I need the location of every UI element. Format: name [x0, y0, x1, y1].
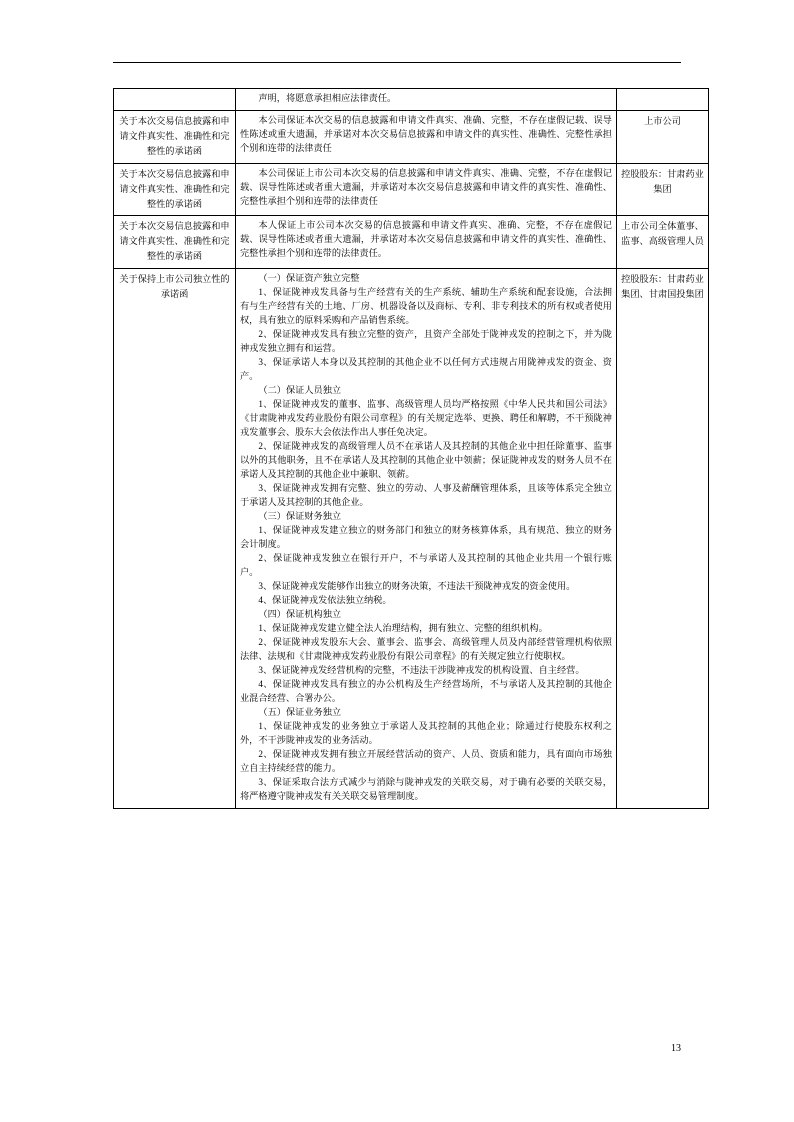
row-body-cell — [236, 216, 617, 269]
body-paragraph: 3、保证陇神戎发能够作出独立的财务决策，不违法干预陇神戎发的资金使用。 — [258, 580, 576, 591]
row-party-label: 上市公司全体董事、监事、高级管理人员 — [621, 221, 704, 247]
table-row — [114, 269, 709, 808]
row-body-cell — [236, 89, 617, 111]
body-paragraph: 1、保证陇神戎发的董事、监事、高级管理人员均严格按照《中华人民共和国公司法》《甘肃陇神戎发药业股份有限公司章程》的有关规定选举、更换、聘任和解聘，不干预陇神戎发董事会、股东大会依法作出人事任免决定。 — [240, 399, 612, 437]
row-item-label: 关于本次交易信息披露和申请文件真实性、准确性和完整性的承诺函 — [119, 221, 230, 262]
row-party-label: 上市公司 — [644, 115, 681, 126]
body-paragraph: 2、保证陇神戎发拥有独立开展经营活动的资产、人员、资质和能力，具有面向市场独立自主持续经营的能力。 — [240, 748, 612, 773]
body-paragraph: 1、保证陇神戎发建立独立的财务部门和独立的财务核算体系，具有规范、独立的财务会计制度。 — [240, 524, 612, 549]
body-paragraph: 4、保证陇神戎发具有独立的办公机构及生产经营场所，不与承诺人及其控制的其他企业混合经营、合署办公。 — [240, 678, 612, 703]
table-row — [114, 110, 709, 163]
row-item-cell — [114, 89, 236, 111]
row-body-cell — [236, 110, 617, 163]
row-body-cell — [236, 269, 617, 808]
row-item-label: 关于本次交易信息披露和申请文件真实性、准确性和完整性的承诺函 — [119, 115, 230, 156]
body-paragraph: 2、保证陇神戎发独立在银行开户，不与承诺人及其控制的其他企业共用一个银行账户。 — [240, 552, 612, 577]
body-paragraph: 2、保证陇神戎发的高级管理人员不在承诺人及其控制的其他企业中担任除董事、监事以外的其他职务，且不在承诺人及其控制的其他企业中领薪；保证陇神戎发的财务人员不在承诺人及其控制的其他企业中兼职、领薪。 — [240, 440, 612, 479]
table-row — [114, 89, 709, 111]
body-paragraph: 本公司保证本次交易的信息披露和申请文件真实、准确、完整，不存在虚假记载、误导性陈述或重大遗漏，并承诺对本次交易信息披露和申请文件的真实性、准确性、完整性承担个别和连带的法律责任 — [240, 114, 612, 153]
header-rule — [113, 62, 681, 63]
body-paragraph: 本公司保证上市公司本次交易的信息披露和申请文件真实、准确、完整，不存在虚假记载、误导性陈述或者重大遗漏，并承诺对本次交易信息披露和申请文件的真实性、准确性、完整性承担个别和连带的法律责任 — [240, 167, 612, 206]
row-item-label: 关于保持上市公司独立性的承诺函 — [119, 274, 230, 300]
body-paragraph: 1、保证陇神戎发建立健全法人治理结构，拥有独立、完整的组织机构。 — [258, 622, 548, 633]
row-party-cell — [617, 163, 709, 216]
row-body-cell — [236, 163, 617, 216]
body-paragraph: 3、保证陇神戎发拥有完整、独立的劳动、人事及薪酬管理体系，且该等体系完全独立于承诺人及其控制的其他企业。 — [240, 482, 612, 507]
row-item-label: 关于本次交易信息披露和申请文件真实性、准确性和完整性的承诺函 — [119, 168, 230, 209]
body-paragraph: （一）保证资产独立完整 — [258, 273, 360, 284]
commitments-table — [113, 88, 709, 809]
row-item-cell — [114, 163, 236, 216]
body-paragraph: （四）保证机构独立 — [258, 608, 342, 619]
table-row — [114, 163, 709, 216]
body-paragraph: 3、保证采取合法方式减少与消除与陇神戎发的关联交易，对于确有必要的关联交易，将严格遵守陇神戎发有关关联交易管理制度。 — [240, 776, 612, 801]
body-paragraph: （三）保证财务独立 — [258, 510, 342, 521]
table-row — [114, 216, 709, 269]
row-party-cell — [617, 89, 709, 111]
body-paragraph: 3、保证陇神戎发经营机构的完整，不违法干涉陇神戎发的机构设置、自主经营。 — [258, 664, 585, 675]
row-item-cell — [114, 269, 236, 808]
page-number: 13 — [671, 1043, 681, 1054]
body-paragraph: 2、保证陇神戎发具有独立完整的资产，且资产全部处于陇神戎发的控制之下，并为陇神戎发独立拥有和运营。 — [240, 329, 612, 354]
body-paragraph: （二）保证人员独立 — [258, 385, 342, 396]
body-paragraph: 3、保证承诺人本身以及其控制的其他企业不以任何方式违规占用陇神戎发的资金、资产。 — [240, 357, 612, 382]
row-item-cell — [114, 216, 236, 269]
body-paragraph: 2、保证陇神戎发股东大会、董事会、监事会、高级管理人员及内部经营管理机构依照法律、法规和《甘肃陇神戎发药业股份有限公司章程》的有关规定独立行使职权。 — [240, 636, 612, 661]
body-paragraph: 声明，将愿意承担相应法律责任。 — [258, 93, 397, 103]
row-party-cell — [617, 269, 709, 808]
body-paragraph: 1、保证陇神戎发具备与生产经营有关的生产系统、辅助生产系统和配套设施，合法拥有与生产经营有关的土地、厂房、机器设备以及商标、专利、非专利技术的所有权或者使用权，具有独立的原料采购和产品销售系统。 — [240, 287, 612, 326]
body-paragraph: 本人保证上市公司本次交易的信息披露和申请文件真实、准确、完整，不存在虚假记载、误导性陈述或者重大遗漏，并承诺对本次交易信息披露和申请文件的真实性、准确性、完整性承担个别和连带的法律责任。 — [240, 220, 612, 259]
body-paragraph: （五）保证业务独立 — [258, 706, 342, 717]
body-paragraph: 1、保证陇神戎发的业务独立于承诺人及其控制的其他企业；除通过行使股东权利之外，不干涉陇神戎发的业务活动。 — [240, 720, 612, 745]
row-party-label: 控股股东：甘肃药业集团、甘肃国投集团 — [621, 274, 704, 300]
body-paragraph: 4、保证陇神戎发依法独立纳税。 — [258, 594, 392, 605]
row-party-cell — [617, 110, 709, 163]
row-party-cell — [617, 216, 709, 269]
row-item-cell — [114, 110, 236, 163]
row-party-label: 控股股东：甘肃药业集团 — [621, 168, 704, 194]
